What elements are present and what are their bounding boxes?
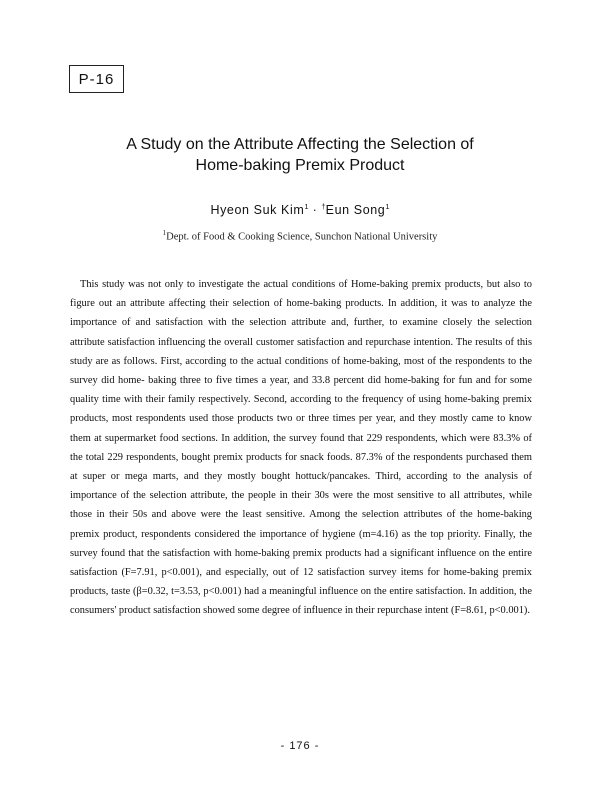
author-2-name: Eun Song bbox=[325, 203, 386, 218]
author-separator: · bbox=[308, 203, 322, 218]
author-2-affiliation-mark: 1 bbox=[385, 202, 390, 211]
poster-label-text: P-16 bbox=[78, 70, 115, 88]
affiliation bbox=[0, 229, 600, 243]
page-number: - 176 - bbox=[280, 740, 320, 752]
paper-title bbox=[60, 134, 540, 176]
poster-label bbox=[69, 65, 124, 93]
affiliation-mark: 1 bbox=[162, 229, 167, 237]
corresponding-author-mark: † bbox=[321, 202, 326, 211]
title-line-2: Home-baking Premix Product bbox=[195, 157, 405, 174]
affiliation-text: Dept. of Food & Cooking Science, Sunchon National University bbox=[166, 231, 438, 243]
author-1-affiliation-mark: 1 bbox=[304, 202, 309, 211]
author-list bbox=[0, 202, 600, 217]
title-line-1: A Study on the Attribute Affecting the Selection of bbox=[126, 136, 474, 153]
abstract-body: This study was not only to investigate the actual conditions of Home-baking premix products, but also to figure out an attribute affecting their selection of home-baking products. In addition, it was to analyze the importance of and satisfaction with the selection attribute and, further, to examine closely the selection attribute satisfaction influencing the overall customer satisfaction and repurchase intention. The results of this study are as follows. First, according to the actual conditions of home-baking, most of the respondents to the survey did home- baking three to five times a year, and 33.8 percent did home-baking for fun and for some quality time with their family respectively. Second, according to the frequency of using home-baking premix products, most respondents used those products two or three times per year, and they mostly came to know them at supermarket food sections. In addition, the survey found that 229 respondents, which were 83.3% of the total 229 respondents, bought premix products for snack foods. 87.3% of the respondents purchased them at super or mega marts, and they mostly bought hottuck/pancakes. Third, according to the analysis of importance of the selection attribute, the people in their 30s were the most sensitive to all attributes, while those in their 50s and above were the least sensitive. Among the selection attributes of the home-baking premix product, respondents considered the importance of hygiene (m=4.16) as the top priority. Finally, the survey found that the satisfaction with home-baking premix products had a significant influence on the entire satisfaction (F=7.91, p<0.001), and especially, out of 12 satisfaction survey items for home-baking premix products, taste (β=0.32, t=3.53, p<0.001) had a meaningful influence on the entire satisfaction. In addition, the consumers' product satisfaction showed some degree of influence in their repurchase intent (F=8.61, p<0.001). bbox=[70, 279, 532, 617]
author-1-name: Hyeon Suk Kim bbox=[210, 203, 305, 218]
